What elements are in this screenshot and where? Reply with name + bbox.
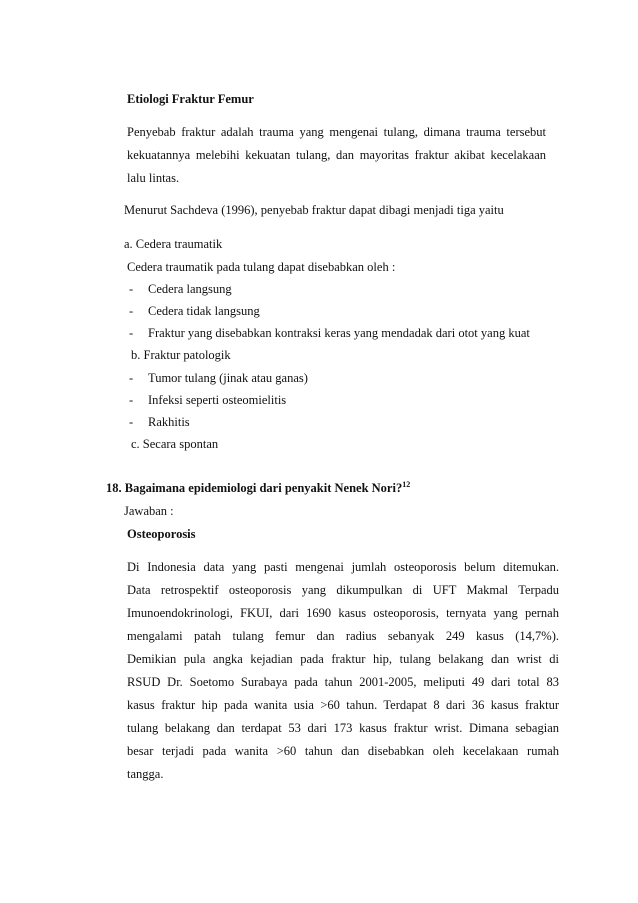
list-item: Rakhitis <box>148 415 190 429</box>
list-heading-b: b. Fraktur patologik <box>131 348 231 362</box>
list-item: Cedera langsung <box>148 282 232 296</box>
list-bullet: - <box>129 326 134 340</box>
list-item: Cedera tidak langsung <box>148 304 260 318</box>
list-bullet: - <box>129 304 134 318</box>
citation-superscript: 12 <box>402 479 411 489</box>
paragraph-line: kekuatannya melebihi kekuatan tulang, dan mayoritas fraktur akibat kecelakaan <box>127 148 546 162</box>
list-bullet: - <box>129 415 134 429</box>
list-description-a: Cedera traumatik pada tulang dapat disebabkan oleh : <box>127 260 396 274</box>
list-bullet: - <box>129 393 134 407</box>
paragraph-line: tangga. <box>127 767 164 781</box>
question-text: 18. Bagaimana epidemiologi dari penyakit Nenek Nori? <box>106 481 403 495</box>
list-item: Infeksi seperti osteomielitis <box>148 393 287 407</box>
paragraph-line: tulang belakang dan terdapat 53 dari 173 kasus fraktur wrist. Dimana sebagian <box>127 721 559 735</box>
paragraph-line: lalu lintas. <box>127 171 180 185</box>
list-bullet: - <box>129 371 134 385</box>
section-heading-etiologi: Etiologi Fraktur Femur <box>127 92 254 106</box>
answer-label: Jawaban : <box>124 504 174 518</box>
list-heading-a: a. Cedera traumatik <box>124 237 223 251</box>
paragraph-line: besar terjadi pada wanita >60 tahun dan disebabkan oleh kecelakaan rumah <box>127 744 559 758</box>
paragraph-line: Imunoendokrinologi, FKUI, dari 1690 kasus osteoporosis, ternyata yang pernah <box>127 606 559 620</box>
list-heading-c: c. Secara spontan <box>131 437 219 451</box>
paragraph-line: Di Indonesia data yang pasti mengenai jumlah osteoporosis belum ditemukan. <box>127 560 559 574</box>
paragraph-line: Demikian pula angka kejadian pada fraktur hip, tulang belakang dan wrist di <box>127 652 559 666</box>
paragraph-line: RSUD Dr. Soetomo Surabaya pada tahun 2001-2005, meliputi 49 dari total 83 <box>127 675 559 689</box>
paragraph-line: Data retrospektif osteoporosis yang dikumpulkan di UFT Makmal Terpadu <box>127 583 559 597</box>
paragraph-line: mengalami patah tulang femur dan radius sebanyak 249 kasus (14,7%). <box>127 629 559 643</box>
list-item: Fraktur yang disebabkan kontraksi keras yang mendadak dari otot yang kuat <box>148 326 530 340</box>
list-item: Tumor tulang (jinak atau ganas) <box>148 371 308 385</box>
paragraph-line: kasus fraktur hip pada wanita usia >60 tahun. Terdapat 8 dari 36 kasus fraktur <box>127 698 559 712</box>
sachdeva-statement: Menurut Sachdeva (1996), penyebab fraktur dapat dibagi menjadi tiga yaitu <box>124 203 504 217</box>
paragraph-line: Penyebab fraktur adalah trauma yang mengenai tulang, dimana trauma tersebut <box>127 125 546 139</box>
subheading-osteoporosis: Osteoporosis <box>127 527 196 541</box>
question-heading <box>106 480 410 496</box>
list-bullet: - <box>129 282 134 296</box>
